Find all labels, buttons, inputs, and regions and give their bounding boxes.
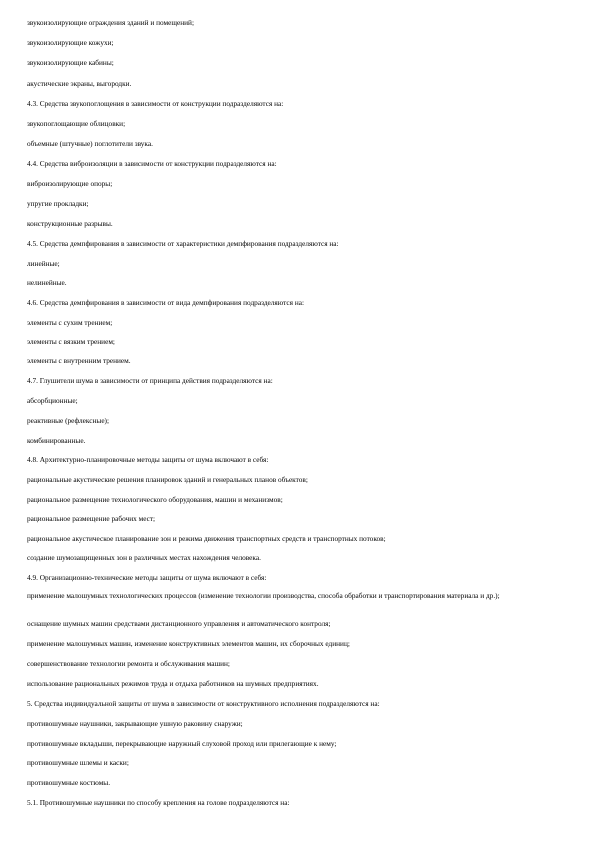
text-line: звукоизолирующие ограждения зданий и помещений; [27, 18, 194, 27]
section-heading: 4.4. Средства виброизоляции в зависимости от конструкции подразделяются на: [27, 159, 277, 168]
text-line: элементы с внутренним трением. [27, 356, 131, 365]
section-heading: 5. Средства индивидуальной защиты от шума в зависимости от конструктивного исполнения подразделяются на: [27, 699, 380, 708]
text-line: конструкционные разрывы. [27, 219, 113, 228]
section-heading: 4.8. Архитектурно-планировочные методы защиты от шума включают в себя: [27, 455, 269, 464]
text-line: звукоизолирующие кожухи; [27, 38, 114, 47]
text-line: упругие прокладки; [27, 199, 89, 208]
text-line: комбинированные. [27, 436, 86, 445]
section-heading: 5.1. Противошумные наушники по способу крепления на голове подразделяются на: [27, 798, 290, 807]
text-line: применение малошумных технологических процессов (изменение технологии производства, способа обработки и транспортирования материала и др.); [27, 591, 500, 600]
text-line: объемные (штучные) поглотители звука. [27, 139, 153, 148]
text-line: противошумные вкладыши, перекрывающие наружный слуховой проход или прилегающие к нему; [27, 739, 337, 748]
text-line: абсорбционные; [27, 396, 78, 405]
text-line: рациональные акустические решения планировок зданий и генеральных планов объектов; [27, 475, 308, 484]
text-line: линейные; [27, 259, 60, 268]
text-line: рациональное размещение технологического оборудования, машин и механизмов; [27, 495, 283, 504]
text-line: противошумные наушники, закрывающие ушную раковину снаружи; [27, 719, 243, 728]
text-line: элементы с вязким трением; [27, 337, 115, 346]
section-heading: 4.7. Глушители шума в зависимости от принципа действия подразделяются на: [27, 376, 273, 385]
text-line: оснащение шумных машин средствами дистанционного управления и автоматического контроля; [27, 619, 331, 628]
section-heading: 4.5. Средства демпфирования в зависимости от характеристики демпфирования подразделяются на: [27, 239, 339, 248]
text-line: противошумные костюмы. [27, 778, 111, 787]
text-line: виброизолирующие опоры; [27, 179, 113, 188]
text-line: звукоизолирующие кабины; [27, 58, 114, 67]
section-heading: 4.6. Средства демпфирования в зависимости от вида демпфирования подразделяются на: [27, 298, 304, 307]
text-line: использование рациональных режимов труда и отдыха работников на шумных предприятиях. [27, 679, 319, 688]
text-line: рациональное акустическое планирование зон и режима движения транспортных средств и транспортных потоков; [27, 534, 386, 543]
text-line: нелинейные. [27, 278, 67, 287]
text-line: совершенствование технологии ремонта и обслуживания машин; [27, 659, 230, 668]
text-line: рациональное размещение рабочих мест; [27, 514, 156, 523]
text-line: противошумные шлемы и каски; [27, 758, 129, 767]
text-line: применение малошумных машин, изменение конструктивных элементов машин, их сборочных единиц; [27, 639, 350, 648]
text-line: реактивные (рефлексные); [27, 416, 110, 425]
text-line: создание шумозащищенных зон в различных местах нахождения человека. [27, 553, 261, 562]
text-line: звукопоглощающие облицовки; [27, 119, 126, 128]
text-line: акустические экраны, выгородки. [27, 79, 132, 88]
section-heading: 4.9. Организационно-технические методы защиты от шума включают в себя: [27, 573, 267, 582]
text-line: элементы с сухим трением; [27, 318, 113, 327]
section-heading: 4.3. Средства звукопоглощения в зависимости от конструкции подразделяются на: [27, 99, 284, 108]
